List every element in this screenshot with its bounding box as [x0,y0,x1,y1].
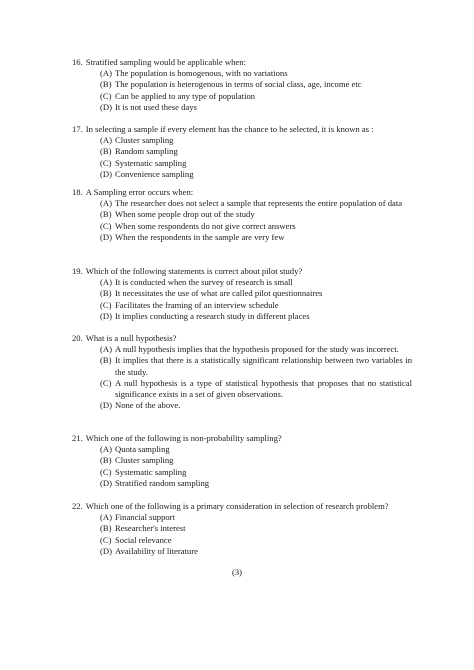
option-a [100,344,412,355]
option-b [100,355,412,377]
option-label: (A) [100,444,112,455]
question-text: Which one of the following is non-probability sampling? [85,433,282,443]
options-list [100,512,412,557]
option-label: (C) [100,534,112,545]
option-label: (A) [100,68,112,79]
option-text: It is conducted when the survey of research is small [115,277,293,288]
option-text: Financial support [115,512,175,523]
option-a [100,135,412,146]
options-list [100,344,412,411]
question-stem [72,501,412,512]
option-text: Cluster sampling [115,455,174,466]
question-number: 19. [72,266,83,276]
option-b [100,288,412,299]
option-b [100,455,412,466]
option-text: The population is homogenous, with no variations [115,68,288,79]
option-text: Facilitates the framing of an interview schedule [115,299,279,310]
options-list [100,135,412,180]
option-label: (D) [100,477,112,488]
option-text: It necessitates the use of what are called pilot questionnaires [115,288,323,299]
option-a [100,68,412,79]
question-16 [72,57,412,113]
option-label: (C) [100,466,112,477]
option-c [100,378,412,400]
option-b [100,523,412,534]
question-stem [72,433,412,444]
option-d [100,311,412,322]
option-label: (D) [100,231,112,242]
option-text: When some people drop out of the study [115,209,255,220]
option-label: (A) [100,512,112,523]
option-label: (D) [100,310,112,321]
question-text: A Sampling error occurs when: [85,187,194,197]
page-number: (3) [231,567,243,577]
options-list [100,444,412,489]
option-label: (D) [100,545,112,556]
option-text: Systematic sampling [115,157,187,168]
option-d [100,546,412,557]
option-label: (B) [100,523,112,534]
option-d [100,169,412,180]
question-number: 20. [72,333,83,343]
question-stem [72,187,412,198]
option-text: Can be applied to any type of population [115,90,256,101]
option-label: (B) [100,146,112,157]
question-number: 18. [72,187,83,197]
option-a [100,198,412,209]
question-stem [72,333,412,344]
question-text: Stratified sampling would be applicable when: [85,57,246,67]
option-label: (A) [100,198,112,209]
option-text: It is not used these days [115,101,197,112]
option-c [100,158,412,169]
option-label: (C) [100,377,112,388]
question-22 [72,501,412,557]
option-label: (B) [100,455,112,466]
option-text: It implies that there is a statistically significant relationship between two variables in the study. [115,355,412,377]
option-d [100,478,412,489]
question-stem [72,57,412,68]
question-17 [72,124,412,180]
option-label: (D) [100,168,112,179]
options-list [100,277,412,322]
options-list [100,68,412,113]
option-text: A null hypothesis is a type of statistical hypothesis that proposes that no statistical significance exists in a set of given observations. [115,377,412,400]
question-19 [72,266,412,322]
option-label: (D) [100,400,112,411]
option-label: (C) [100,299,112,310]
option-label: (A) [100,344,112,355]
option-d [100,400,412,411]
option-label: (C) [100,90,112,101]
question-number: 17. [72,124,83,134]
option-d [100,232,412,243]
question-21 [72,433,412,489]
question-18 [72,187,412,243]
question-text: Which of the following statements is correct about pilot study? [85,266,303,276]
option-a [100,444,412,455]
option-label: (D) [100,101,112,112]
option-text: When the respondents in the sample are very few [115,231,285,242]
option-text: Social relevance [115,534,172,545]
option-label: (A) [100,277,112,288]
option-text: Cluster sampling [115,135,174,146]
option-c [100,300,412,311]
option-a [100,277,412,288]
question-number: 22. [72,501,83,511]
option-text: Researcher's interest [115,523,186,534]
option-c [100,91,412,102]
option-text: When some respondents do not give correct answers [115,220,296,231]
question-number: 21. [72,433,83,443]
question-text: In selecting a sample if every element has the chance to be selected, it is known as : [85,124,374,134]
option-label: (B) [100,79,112,90]
question-stem [72,266,412,277]
option-text: Random sampling [115,146,178,157]
option-text: Convenience sampling [115,168,194,179]
option-b [100,146,412,157]
option-c [100,221,412,232]
option-label: (C) [100,157,112,168]
options-list [100,198,412,243]
option-text: The researcher does not select a sample that represents the entire population of data [115,198,403,209]
question-number: 16. [72,57,83,67]
option-text: Systematic sampling [115,466,187,477]
question-text: What is a null hypothesis? [85,333,177,343]
option-text: Availability of literature [115,545,198,556]
option-text: It implies conducting a research study in different places [115,310,310,321]
option-text: None of the above. [115,400,181,411]
option-label: (B) [100,355,112,366]
option-text: A null hypothesis implies that the hypothesis proposed for the study was incorrect. [115,344,399,355]
option-text: Stratified random sampling [115,477,210,488]
option-text: Quota sampling [115,444,170,455]
option-a [100,512,412,523]
option-label: (A) [100,135,112,146]
option-text: The population is heterogenous in terms of social class, age, income etc [115,79,362,90]
question-20 [72,333,412,411]
question-text: Which one of the following is a primary consideration in selection of research problem? [85,501,389,511]
option-c [100,467,412,478]
option-d [100,102,412,113]
option-c [100,535,412,546]
option-label: (B) [100,209,112,220]
option-b [100,209,412,220]
option-label: (C) [100,220,112,231]
option-b [100,79,412,90]
option-label: (B) [100,288,112,299]
question-stem [72,124,412,135]
